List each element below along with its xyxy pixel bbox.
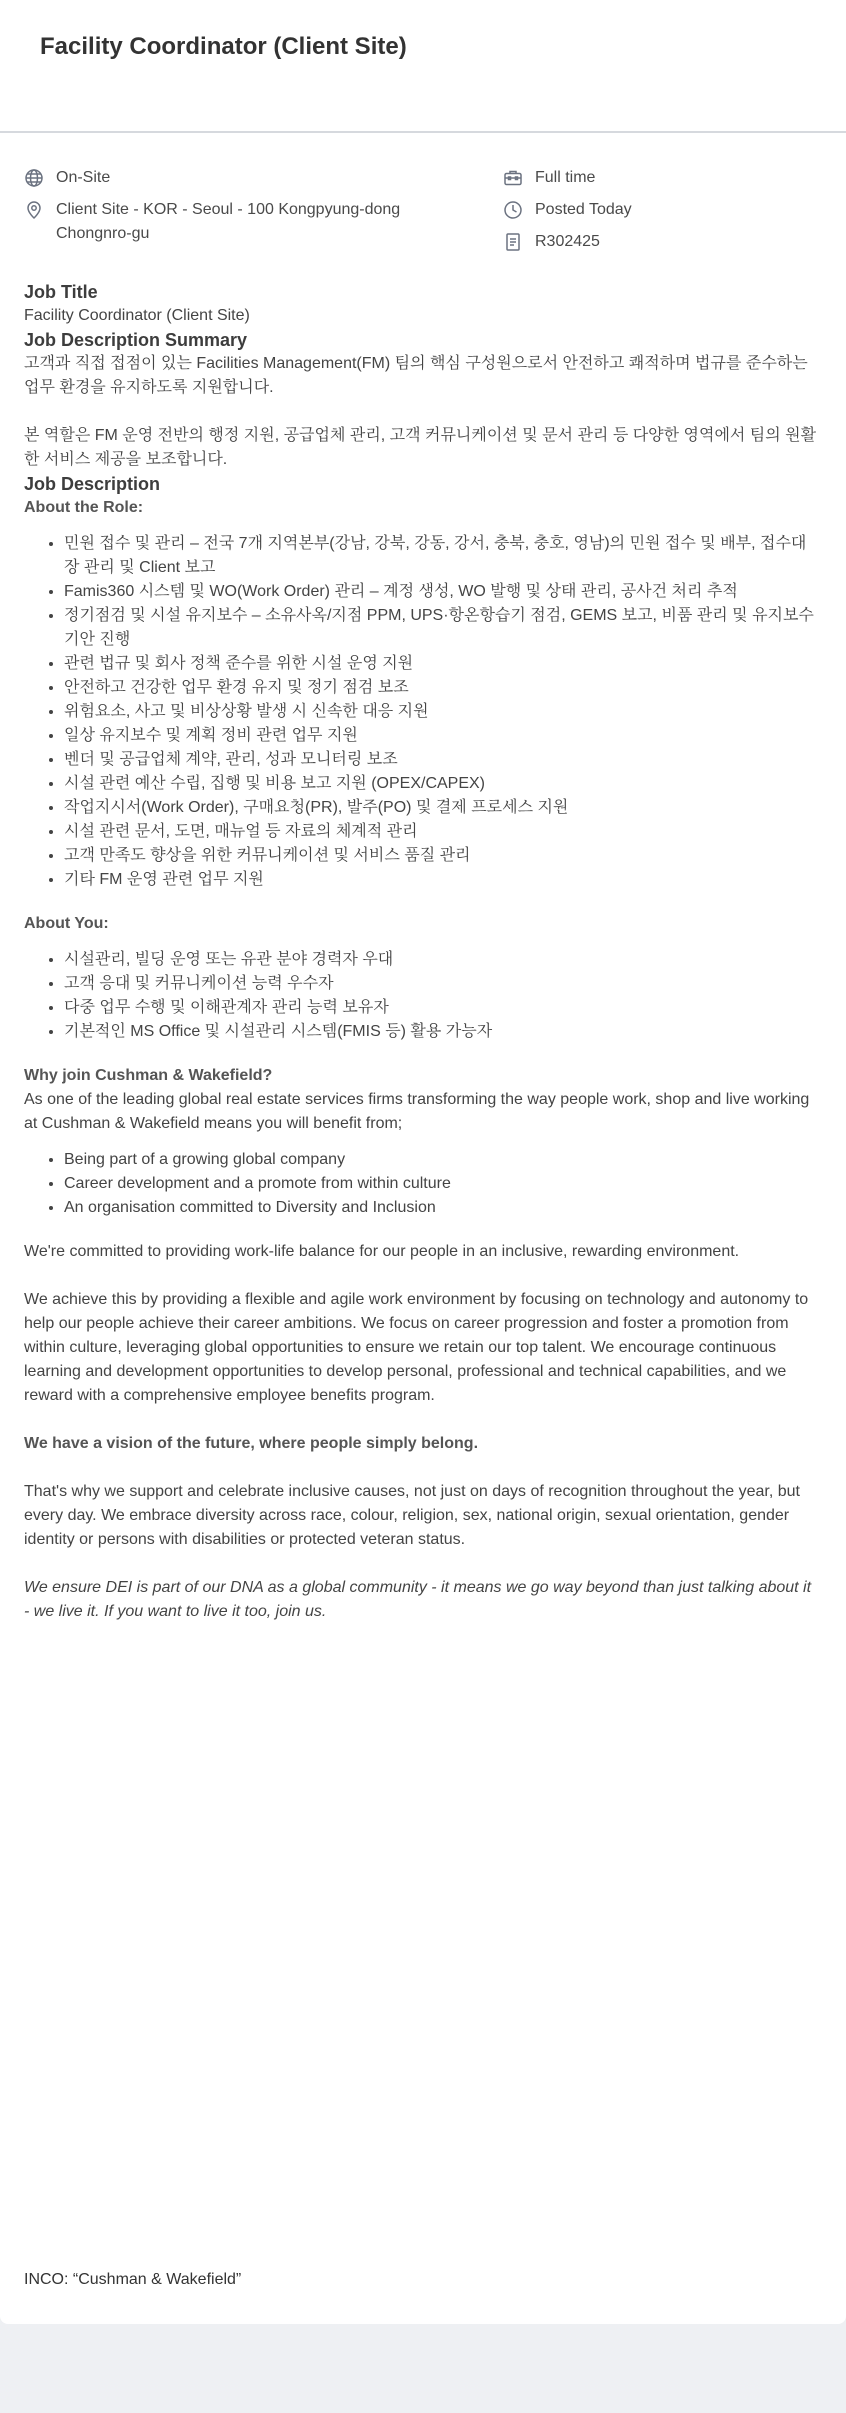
employment-type-text: Full time (535, 169, 596, 186)
list-item: • 다중 업무 수행 및 이해관계자 관리 능력 보유자 (64, 996, 820, 1020)
list-item: • Famis360 시스템 및 WO(Work Order) 관리 – 계정 생성, WO 발행 및 상태 관리, 공사건 처리 추적 (64, 580, 820, 604)
about-role-heading: About the Role: (24, 499, 144, 516)
meta-column-left (24, 166, 404, 254)
list-item: • 일상 유지보수 및 계획 정비 관련 업무 지원 (64, 724, 820, 748)
location-type-text: On-Site (56, 169, 111, 186)
inco-footer: INCO: “Cushman & Wakefield” (24, 2271, 242, 2288)
job-header (0, 0, 846, 133)
list-item: • Career development and a promote from within culture (64, 1172, 820, 1196)
meta-employment-type (503, 166, 803, 190)
list-item: • 시설 관련 문서, 도면, 매뉴얼 등 자료의 체계적 관리 (64, 820, 820, 844)
dei-paragraph: We ensure DEI is part of our DNA as a global community - it means we go way beyond than just talking about it - we live it. If you want to live it too, join us. (24, 1579, 812, 1620)
role-list (24, 532, 820, 892)
list-item: • 고객 응대 및 커뮤니케이션 능력 우수자 (64, 972, 820, 996)
summary-heading: Job Description Summary (24, 330, 248, 350)
vision-paragraph: We have a vision of the future, where people simply belong. (24, 1435, 479, 1452)
briefcase-icon (503, 168, 523, 188)
map-pin-icon (24, 200, 44, 220)
support-paragraph: That's why we support and celebrate inclusive causes, not just on days of recognition throughout the year, but every day. We embrace diversity across race, colour, religion, sex, national origin, sexual orientation, gender identity or persons with disabilities or protected veteran status. (24, 1483, 800, 1548)
meta-posted (503, 198, 803, 222)
meta-req-id (503, 230, 803, 254)
list-item: • 위험요소, 사고 및 비상상황 발생 시 신속한 대응 지원 (64, 700, 820, 724)
list-item: • An organisation committed to Diversity and Inclusion (64, 1196, 820, 1220)
summary-paragraph-1: 고객과 직접 접점이 있는 Facilities Management(FM) 팀의 핵심 구성원으로서 안전하고 쾌적하며 법규를 준수하는 업무 환경을 유지하도록 지원합니다. (24, 355, 808, 396)
why-list (24, 1148, 820, 1220)
list-item: • 관련 법규 및 회사 정책 준수를 위한 시설 운영 지원 (64, 652, 820, 676)
meta-location-type (24, 166, 404, 190)
job-title-heading: Job Title (24, 282, 98, 302)
meta-location (24, 198, 404, 246)
list-item: • 작업지시서(Work Order), 구매요청(PR), 발주(PO) 및 결제 프로세스 지원 (64, 796, 820, 820)
clock-icon (503, 200, 523, 220)
meta-column-right (503, 166, 803, 262)
req-id-text: R302425 (535, 233, 600, 250)
summary-paragraph-2: 본 역할은 FM 운영 전반의 행정 지원, 공급업체 관리, 고객 커뮤니케이션 및 문서 관리 등 다양한 영역에서 팀의 원활한 서비스 제공을 보조합니다. (24, 427, 817, 468)
you-list (24, 948, 820, 1044)
about-you-heading: About You: (24, 915, 109, 932)
why-join-intro: As one of the leading global real estate services firms transforming the way people work, shop and live working at Cushman & Wakefield means you will benefit from; (24, 1091, 810, 1132)
commitment-paragraph: We're committed to providing work-life balance for our people in an inclusive, rewarding environment. (24, 1243, 740, 1260)
document-icon (503, 232, 523, 252)
posted-text: Posted Today (535, 201, 632, 218)
list-item: • 기타 FM 운영 관련 업무 지원 (64, 868, 820, 892)
location-text: Client Site - KOR - Seoul - 100 Kongpyung-dong Chongnro-gu (56, 201, 401, 242)
page-title: Facility Coordinator (Client Site) (40, 33, 407, 60)
description-heading: Job Description (24, 474, 161, 494)
globe-icon (24, 168, 44, 188)
why-join-heading: Why join Cushman & Wakefield? (24, 1067, 273, 1084)
list-item: • Being part of a growing global company (64, 1148, 820, 1172)
job-description (24, 280, 820, 1624)
list-item: • 고객 만족도 향상을 위한 커뮤니케이션 및 서비스 품질 관리 (64, 844, 820, 868)
list-item: • 시설관리, 빌딩 운영 또는 유관 분야 경력자 우대 (64, 948, 820, 972)
list-item: • 시설 관련 예산 수립, 집행 및 비용 보고 지원 (OPEX/CAPEX) (64, 772, 820, 796)
list-item: • 기본적인 MS Office 및 시설관리 시스템(FMIS 등) 활용 가능자 (64, 1020, 820, 1044)
achieve-paragraph: We achieve this by providing a flexible and agile work environment by focusing on technology and autonomy to help our people achieve their career ambitions. We focus on career progression and foster a promotion from within culture, leveraging global opportunities to ensure we retain our top talent. We encourage continuous learning and development opportunities to develop personal, professional and technical capabilities, and we reward with a comprehensive employee benefits program. (24, 1291, 809, 1404)
job-title-value: Facility Coordinator (Client Site) (24, 307, 250, 324)
list-item: • 정기점검 및 시설 유지보수 – 소유사옥/지점 PPM, UPS·항온항습기 점검, GEMS 보고, 비품 관리 및 유지보수 기안 진행 (64, 604, 820, 652)
list-item: • 벤더 및 공급업체 계약, 관리, 성과 모니터링 보조 (64, 748, 820, 772)
list-item: • 안전하고 건강한 업무 환경 유지 및 정기 점검 보조 (64, 676, 820, 700)
list-item: • 민원 접수 및 관리 – 전국 7개 지역본부(강남, 강북, 강동, 강서, 충북, 충호, 영남)의 민원 접수 및 배부, 접수대장 관리 및 Client 보고 (64, 532, 820, 580)
